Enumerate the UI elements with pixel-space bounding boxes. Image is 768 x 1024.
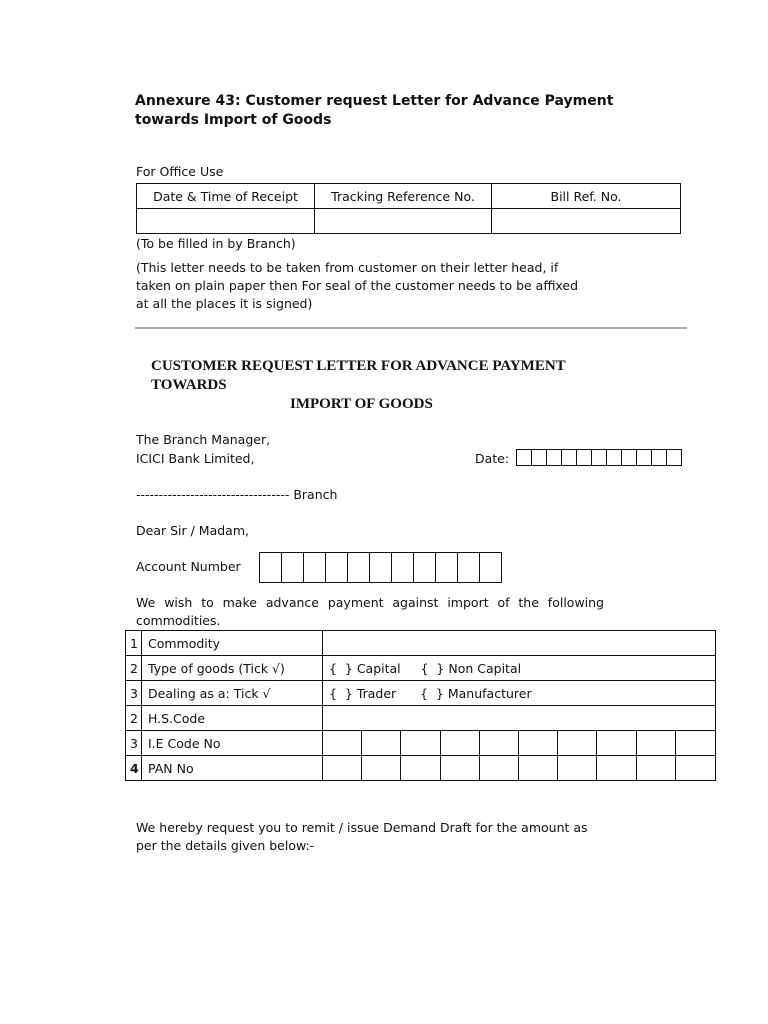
branch-note: (To be filled in by Branch) bbox=[136, 236, 296, 251]
salutation: Dear Sir / Madam, bbox=[136, 523, 249, 538]
table-row bbox=[126, 631, 716, 656]
remit-line1: We hereby request you to remit / issue Demand Draft for the amount as bbox=[136, 820, 588, 835]
row-label: H.S.Code bbox=[142, 706, 323, 731]
pan-box[interactable] bbox=[479, 756, 518, 781]
table-row bbox=[126, 656, 716, 681]
account-digit-box[interactable] bbox=[457, 552, 480, 583]
commodity-field[interactable] bbox=[323, 631, 716, 656]
date-box[interactable] bbox=[621, 449, 637, 466]
row-label: Dealing as a: Tick √ bbox=[142, 681, 323, 706]
date-label: Date: bbox=[475, 451, 510, 466]
row-number: 2 bbox=[126, 656, 142, 681]
account-number-label: Account Number bbox=[136, 559, 241, 574]
ie-code-box[interactable] bbox=[323, 731, 362, 756]
ie-code-box[interactable] bbox=[440, 731, 479, 756]
ie-code-box[interactable] bbox=[362, 731, 401, 756]
table-row bbox=[126, 706, 716, 731]
ie-code-box[interactable] bbox=[597, 731, 636, 756]
table-row bbox=[126, 756, 716, 781]
pan-box[interactable] bbox=[636, 756, 675, 781]
ie-code-box[interactable] bbox=[518, 731, 557, 756]
letterhead-note-line: (This letter needs to be taken from customer on their letter head, if bbox=[136, 260, 559, 275]
row-label: Type of goods (Tick √) bbox=[142, 656, 323, 681]
account-digit-box[interactable] bbox=[413, 552, 436, 583]
date-box[interactable] bbox=[531, 449, 547, 466]
office-use-label: For Office Use bbox=[136, 164, 224, 179]
annexure-heading-line1: Annexure 43: Customer request Letter for Advance Payment bbox=[135, 93, 614, 109]
remit-request bbox=[136, 819, 588, 855]
pan-box[interactable] bbox=[675, 756, 715, 781]
date-box[interactable] bbox=[576, 449, 592, 466]
letter-title-line2: TOWARDS bbox=[151, 377, 227, 393]
type-of-goods-options[interactable]: { } Capital { } Non Capital bbox=[323, 656, 716, 681]
account-digit-box[interactable] bbox=[303, 552, 326, 583]
pan-box[interactable] bbox=[323, 756, 362, 781]
commodity-table bbox=[125, 630, 716, 781]
address-line1: The Branch Manager, bbox=[136, 432, 271, 447]
date-box[interactable] bbox=[636, 449, 652, 466]
office-col-bill: Bill Ref. No. bbox=[492, 184, 681, 209]
letterhead-note bbox=[136, 259, 578, 313]
date-box[interactable] bbox=[516, 449, 532, 466]
annexure-heading bbox=[135, 92, 613, 130]
ie-code-box[interactable] bbox=[636, 731, 675, 756]
date-box[interactable] bbox=[651, 449, 667, 466]
office-bill-field[interactable] bbox=[492, 209, 681, 234]
row-label: Commodity bbox=[142, 631, 323, 656]
intro-text bbox=[136, 594, 604, 630]
ie-code-box[interactable] bbox=[479, 731, 518, 756]
ie-code-box[interactable] bbox=[675, 731, 715, 756]
date-boxes[interactable] bbox=[517, 449, 682, 466]
row-number: 4 bbox=[126, 756, 142, 781]
letter-title-line1: CUSTOMER REQUEST LETTER FOR ADVANCE PAYMENT bbox=[151, 358, 566, 374]
account-digit-box[interactable] bbox=[435, 552, 458, 583]
pan-box[interactable] bbox=[558, 756, 597, 781]
account-digit-box[interactable] bbox=[391, 552, 414, 583]
row-label: PAN No bbox=[142, 756, 323, 781]
intro-line1: We wish to make advance payment against import of the following bbox=[136, 595, 604, 610]
remit-line2: per the details given below:- bbox=[136, 838, 315, 853]
account-digit-box[interactable] bbox=[347, 552, 370, 583]
address-line2: ICICI Bank Limited, bbox=[136, 451, 255, 466]
office-col-date: Date & Time of Receipt bbox=[137, 184, 315, 209]
date-box[interactable] bbox=[546, 449, 562, 466]
office-use-table bbox=[136, 183, 681, 234]
pan-box[interactable] bbox=[597, 756, 636, 781]
date-box[interactable] bbox=[606, 449, 622, 466]
pan-box[interactable] bbox=[440, 756, 479, 781]
row-number: 1 bbox=[126, 631, 142, 656]
dealing-as-options[interactable]: { } Trader { } Manufacturer bbox=[323, 681, 716, 706]
letterhead-note-line: at all the places it is signed) bbox=[136, 296, 313, 311]
office-tracking-field[interactable] bbox=[315, 209, 492, 234]
table-row bbox=[126, 681, 716, 706]
account-digit-box[interactable] bbox=[479, 552, 502, 583]
row-number: 3 bbox=[126, 731, 142, 756]
pan-box[interactable] bbox=[518, 756, 557, 781]
office-date-field[interactable] bbox=[137, 209, 315, 234]
ie-code-box[interactable] bbox=[401, 731, 440, 756]
table-row bbox=[126, 731, 716, 756]
date-box[interactable] bbox=[561, 449, 577, 466]
divider bbox=[135, 327, 687, 329]
letterhead-note-line: taken on plain paper then For seal of the customer needs to be affixed bbox=[136, 278, 579, 293]
pan-box[interactable] bbox=[401, 756, 440, 781]
account-digit-box[interactable] bbox=[325, 552, 348, 583]
annexure-heading-line2: towards Import of Goods bbox=[135, 112, 332, 128]
hs-code-field[interactable] bbox=[323, 706, 716, 731]
letter-title-line3: IMPORT OF GOODS bbox=[290, 396, 433, 412]
office-col-tracking: Tracking Reference No. bbox=[315, 184, 492, 209]
account-digit-box[interactable] bbox=[369, 552, 392, 583]
date-box[interactable] bbox=[591, 449, 607, 466]
intro-line2: commodities. bbox=[136, 613, 221, 628]
pan-box[interactable] bbox=[362, 756, 401, 781]
row-number: 3 bbox=[126, 681, 142, 706]
account-number-boxes[interactable] bbox=[260, 552, 502, 583]
account-digit-box[interactable] bbox=[281, 552, 304, 583]
ie-code-box[interactable] bbox=[558, 731, 597, 756]
date-box[interactable] bbox=[666, 449, 682, 466]
row-label: I.E Code No bbox=[142, 731, 323, 756]
branch-line: ---------------------------------- Branch bbox=[136, 487, 338, 502]
row-number: 2 bbox=[126, 706, 142, 731]
account-digit-box[interactable] bbox=[259, 552, 282, 583]
